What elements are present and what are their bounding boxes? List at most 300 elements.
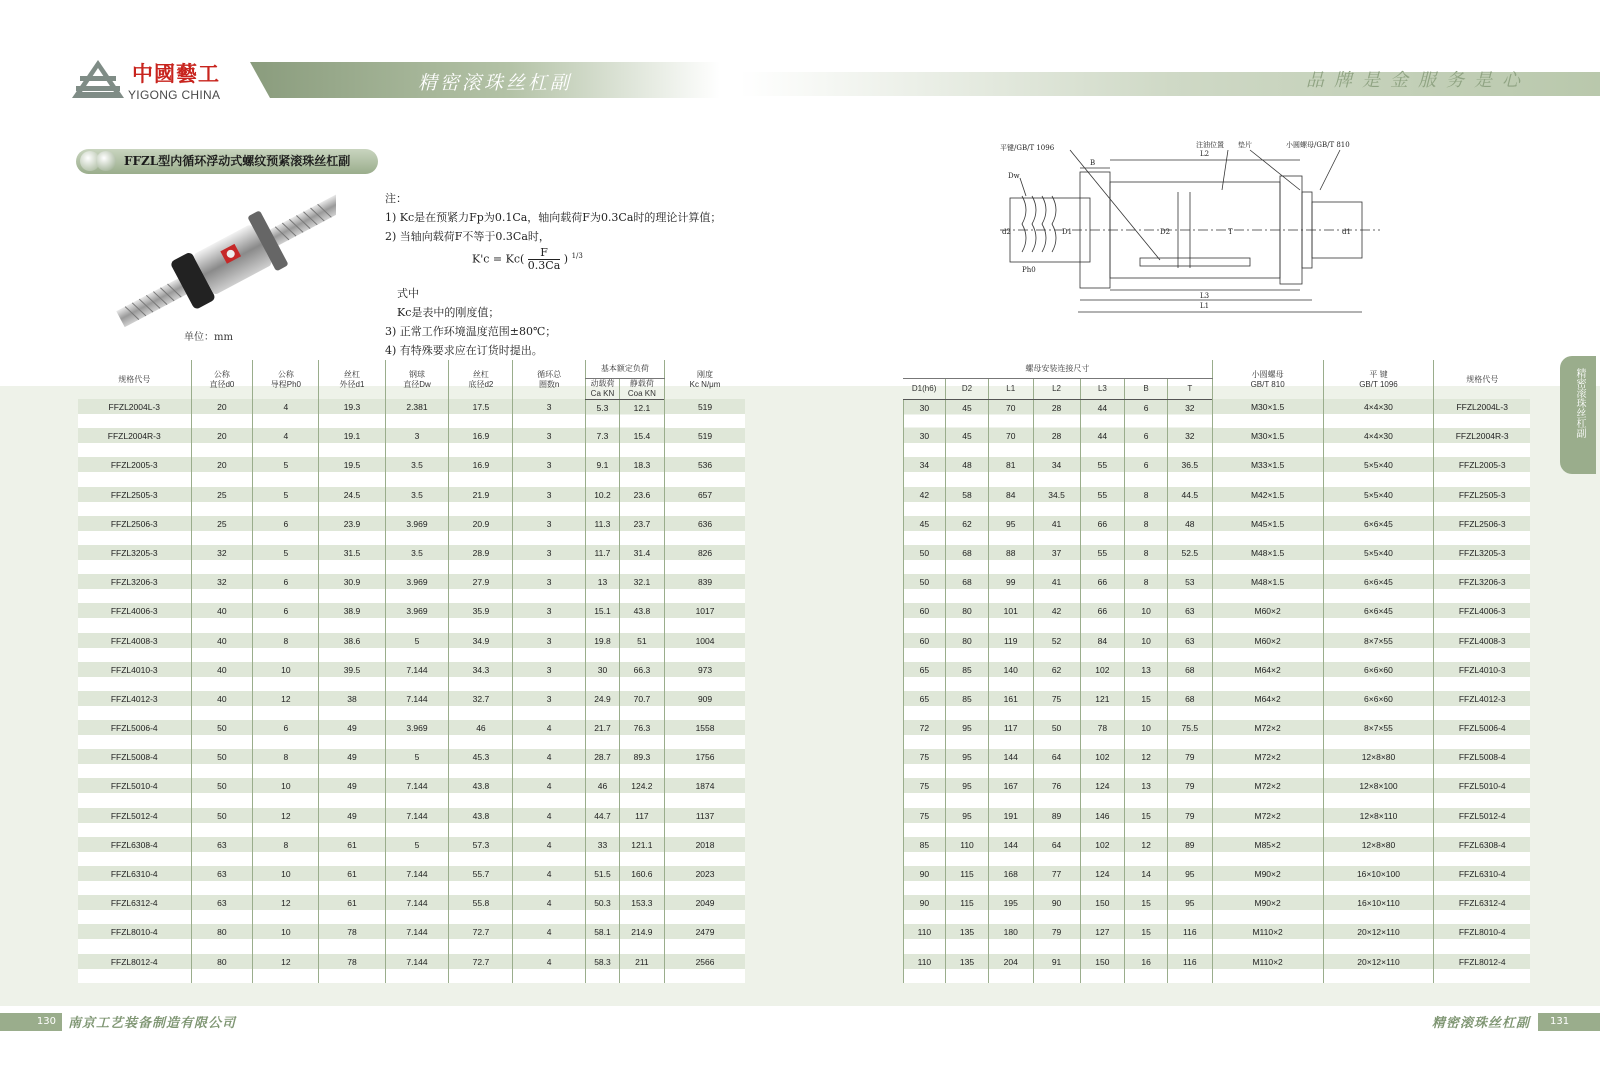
table-cell: 79 bbox=[1167, 778, 1212, 807]
table-cell: M60×2 bbox=[1212, 633, 1323, 662]
label-T: T bbox=[1228, 228, 1233, 236]
table-cell: 20 bbox=[191, 457, 253, 486]
table-cell: 3.969 bbox=[385, 720, 449, 749]
table-cell: FFZL4012-3 bbox=[78, 691, 191, 720]
th-T: T bbox=[1167, 378, 1212, 399]
table-cell: 39.5 bbox=[319, 662, 385, 691]
table-cell: 19.5 bbox=[319, 457, 385, 486]
table-gap bbox=[745, 457, 903, 486]
table-cell: FFZL5010-4 bbox=[1434, 778, 1530, 807]
table-cell: 3 bbox=[513, 691, 585, 720]
table-cell: 62 bbox=[946, 516, 989, 545]
table-cell: 32 bbox=[1167, 428, 1212, 457]
table-cell: 5 bbox=[385, 749, 449, 778]
table-cell: 58.3 bbox=[585, 954, 619, 983]
table-row bbox=[78, 633, 1530, 662]
table-cell: 25 bbox=[191, 516, 253, 545]
table-cell: 20×12×110 bbox=[1323, 954, 1434, 983]
table-cell: 41 bbox=[1033, 516, 1080, 545]
table-row bbox=[78, 545, 1530, 574]
table-cell: 4 bbox=[513, 866, 585, 895]
table-cell: 89 bbox=[1033, 808, 1080, 837]
table-cell: 10 bbox=[1125, 720, 1168, 749]
table-cell: 636 bbox=[664, 516, 745, 545]
table-cell: 85 bbox=[903, 837, 946, 866]
table-cell: 70 bbox=[988, 428, 1033, 457]
table-cell: 8 bbox=[253, 633, 319, 662]
table-cell: 3 bbox=[513, 487, 585, 516]
table-cell: M85×2 bbox=[1212, 837, 1323, 866]
table-cell: 45 bbox=[903, 516, 946, 545]
table-cell: FFZL4006-3 bbox=[78, 603, 191, 632]
table-cell: 41 bbox=[1033, 574, 1080, 603]
table-cell: 6×6×45 bbox=[1323, 516, 1434, 545]
table-cell: 63 bbox=[1167, 633, 1212, 662]
table-cell: 5×5×40 bbox=[1323, 487, 1434, 516]
table-cell: 72.7 bbox=[449, 924, 513, 953]
table-cell: FFZL3206-3 bbox=[1434, 574, 1530, 603]
table-cell: 52.5 bbox=[1167, 545, 1212, 574]
stiffness-formula bbox=[472, 247, 583, 272]
table-cell: 5 bbox=[385, 837, 449, 866]
table-cell: 28.9 bbox=[449, 545, 513, 574]
table-cell: 3 bbox=[385, 428, 449, 457]
table-cell: 70 bbox=[988, 399, 1033, 428]
table-cell: FFZL5012-4 bbox=[1434, 808, 1530, 837]
table-cell: 32.1 bbox=[620, 574, 665, 603]
table-cell: FFZL3206-3 bbox=[78, 574, 191, 603]
label-nut: 小圆螺母/GB/T 810 bbox=[1286, 141, 1350, 149]
table-cell: 519 bbox=[664, 428, 745, 457]
table-cell: 7.144 bbox=[385, 691, 449, 720]
table-cell: FFZL2004R-3 bbox=[78, 428, 191, 457]
table-cell: 50 bbox=[903, 574, 946, 603]
table-gap bbox=[745, 954, 903, 983]
table-cell: 135 bbox=[946, 954, 989, 983]
table-cell: 3 bbox=[513, 603, 585, 632]
logo-icon bbox=[70, 58, 126, 102]
table-cell: 63 bbox=[1167, 603, 1212, 632]
table-cell: 55 bbox=[1080, 457, 1125, 486]
table-cell: 6 bbox=[253, 720, 319, 749]
table-cell: 55 bbox=[1080, 545, 1125, 574]
table-gap bbox=[745, 837, 903, 866]
table-cell: 50 bbox=[191, 749, 253, 778]
th-load-group: 基本额定负荷 bbox=[585, 360, 664, 378]
th-ca: 动载荷 Ca KN bbox=[585, 378, 619, 399]
table-cell: M42×1.5 bbox=[1212, 487, 1323, 516]
table-row bbox=[78, 866, 1530, 895]
table-cell: 37 bbox=[1033, 545, 1080, 574]
table-cell: 3 bbox=[513, 457, 585, 486]
table-cell: 15 bbox=[1125, 691, 1168, 720]
table-cell: 1756 bbox=[664, 749, 745, 778]
ball-screw-photo bbox=[116, 192, 336, 332]
table-cell: 95 bbox=[946, 778, 989, 807]
table-cell: 117 bbox=[988, 720, 1033, 749]
table-row bbox=[78, 749, 1530, 778]
table-gap bbox=[745, 603, 903, 632]
table-cell: 3.969 bbox=[385, 603, 449, 632]
table-cell: 40 bbox=[191, 633, 253, 662]
table-cell: 17.5 bbox=[449, 399, 513, 428]
table-gap bbox=[745, 633, 903, 662]
table-cell: 18.3 bbox=[620, 457, 665, 486]
table-cell: FFZL4008-3 bbox=[1434, 633, 1530, 662]
table-cell: 4 bbox=[253, 428, 319, 457]
table-cell: 15.1 bbox=[585, 603, 619, 632]
table-cell: 55.8 bbox=[449, 895, 513, 924]
table-cell: 44.7 bbox=[585, 808, 619, 837]
table-cell: 95 bbox=[946, 720, 989, 749]
table-cell: 1874 bbox=[664, 778, 745, 807]
th-D2: D2 bbox=[946, 378, 989, 399]
table-cell: 10 bbox=[253, 924, 319, 953]
table-cell: 6 bbox=[1125, 399, 1168, 428]
header-title: 精密滚珠丝杠副 bbox=[418, 72, 573, 94]
table-row bbox=[78, 895, 1530, 924]
table-cell: 8×7×55 bbox=[1323, 633, 1434, 662]
table-cell: 45 bbox=[946, 428, 989, 457]
table-cell: 12 bbox=[253, 808, 319, 837]
table-gap bbox=[745, 924, 903, 953]
table-cell: 44 bbox=[1080, 399, 1125, 428]
table-cell: 63 bbox=[191, 895, 253, 924]
table-cell: 38.6 bbox=[319, 633, 385, 662]
table-cell: 33 bbox=[585, 837, 619, 866]
table-cell: FFZL5006-4 bbox=[78, 720, 191, 749]
table-cell: 2049 bbox=[664, 895, 745, 924]
table-cell: 10 bbox=[1125, 633, 1168, 662]
table-cell: 20 bbox=[191, 399, 253, 428]
table-cell: 101 bbox=[988, 603, 1033, 632]
table-cell: 16×10×100 bbox=[1323, 866, 1434, 895]
table-cell: FFZL2004L-3 bbox=[78, 399, 191, 428]
table-cell: 6×6×60 bbox=[1323, 691, 1434, 720]
table-cell: 4 bbox=[513, 749, 585, 778]
table-gap bbox=[745, 545, 903, 574]
table-cell: 839 bbox=[664, 574, 745, 603]
table-cell: 48 bbox=[1167, 516, 1212, 545]
table-cell: 4 bbox=[513, 720, 585, 749]
table-cell: 6×6×60 bbox=[1323, 662, 1434, 691]
table-gap bbox=[745, 662, 903, 691]
table-cell: 124.2 bbox=[620, 778, 665, 807]
table-cell: 135 bbox=[946, 924, 989, 953]
th-d2: 丝杠 底径d2 bbox=[449, 360, 513, 399]
table-cell: 38 bbox=[319, 691, 385, 720]
table-cell: 5 bbox=[253, 457, 319, 486]
table-cell: 7.144 bbox=[385, 954, 449, 983]
table-cell: 84 bbox=[988, 487, 1033, 516]
table-cell: FFZL4008-3 bbox=[78, 633, 191, 662]
table-cell: 115 bbox=[946, 866, 989, 895]
table-cell: 84 bbox=[1080, 633, 1125, 662]
table-cell: 49 bbox=[319, 808, 385, 837]
th-D1: D1(h6) bbox=[903, 378, 946, 399]
table-cell: M45×1.5 bbox=[1212, 516, 1323, 545]
table-cell: 657 bbox=[664, 487, 745, 516]
table-cell: 42 bbox=[903, 487, 946, 516]
table-cell: FFZL5006-4 bbox=[1434, 720, 1530, 749]
table-cell: 57.3 bbox=[449, 837, 513, 866]
table-cell: 46 bbox=[449, 720, 513, 749]
table-cell: 116 bbox=[1167, 954, 1212, 983]
table-gap bbox=[745, 808, 903, 837]
th-kc: 刚度 Kc N/μm bbox=[664, 360, 745, 399]
table-cell: 28 bbox=[1033, 428, 1080, 457]
table-cell: 66 bbox=[1080, 603, 1125, 632]
th-B: B bbox=[1125, 378, 1168, 399]
table-cell: 28 bbox=[1033, 399, 1080, 428]
table-cell: 43.8 bbox=[449, 778, 513, 807]
table-cell: 25 bbox=[191, 487, 253, 516]
table-cell: 20×12×110 bbox=[1323, 924, 1434, 953]
spec-table-body bbox=[78, 399, 1530, 983]
table-cell: 6×6×45 bbox=[1323, 574, 1434, 603]
table-cell: M60×2 bbox=[1212, 603, 1323, 632]
th-L1: L1 bbox=[988, 378, 1033, 399]
table-gap bbox=[745, 866, 903, 895]
table-cell: 55 bbox=[1080, 487, 1125, 516]
table-cell: 16×10×110 bbox=[1323, 895, 1434, 924]
label-d1: d1 bbox=[1342, 228, 1351, 236]
table-cell: 4×4×30 bbox=[1323, 428, 1434, 457]
table-cell: 34.9 bbox=[449, 633, 513, 662]
table-cell: FFZL2004L-3 bbox=[1434, 399, 1530, 428]
table-cell: M72×2 bbox=[1212, 749, 1323, 778]
table-gap bbox=[745, 691, 903, 720]
table-row bbox=[78, 574, 1530, 603]
table-cell: FFZL2004R-3 bbox=[1434, 428, 1530, 457]
table-cell: 7.3 bbox=[585, 428, 619, 457]
table-row bbox=[78, 457, 1530, 486]
table-cell: 12 bbox=[253, 895, 319, 924]
table-cell: 78 bbox=[1080, 720, 1125, 749]
table-cell: 13 bbox=[1125, 662, 1168, 691]
table-cell: 30.9 bbox=[319, 574, 385, 603]
table-cell: 195 bbox=[988, 895, 1033, 924]
table-cell: M64×2 bbox=[1212, 662, 1323, 691]
formula-right: ) bbox=[563, 252, 569, 266]
table-cell: 102 bbox=[1080, 837, 1125, 866]
table-cell: FFZL8012-4 bbox=[78, 954, 191, 983]
table-cell: FFZL6308-4 bbox=[1434, 837, 1530, 866]
table-cell: 40 bbox=[191, 662, 253, 691]
table-gap bbox=[745, 720, 903, 749]
table-cell: 5 bbox=[253, 487, 319, 516]
table-cell: 4 bbox=[513, 778, 585, 807]
table-cell: 65 bbox=[903, 662, 946, 691]
footer-company: 南京工艺装备制造有限公司 bbox=[68, 1016, 237, 1031]
table-cell: FFZL2005-3 bbox=[1434, 457, 1530, 486]
table-cell: 23.6 bbox=[620, 487, 665, 516]
table-cell: 20.9 bbox=[449, 516, 513, 545]
formula-denominator: 0.3Ca bbox=[527, 259, 561, 272]
table-cell: 76 bbox=[1033, 778, 1080, 807]
table-cell: 3 bbox=[513, 662, 585, 691]
table-cell: 12 bbox=[1125, 749, 1168, 778]
table-cell: 12×8×80 bbox=[1323, 749, 1434, 778]
table-cell: 909 bbox=[664, 691, 745, 720]
table-cell: 27.9 bbox=[449, 574, 513, 603]
table-cell: 6 bbox=[1125, 457, 1168, 486]
table-cell: 168 bbox=[988, 866, 1033, 895]
table-cell: 85 bbox=[946, 662, 989, 691]
table-cell: M110×2 bbox=[1212, 954, 1323, 983]
table-cell: 50 bbox=[903, 545, 946, 574]
th-dw: 钢球 直径Dw bbox=[385, 360, 449, 399]
table-cell: 23.7 bbox=[620, 516, 665, 545]
table-row bbox=[78, 924, 1530, 953]
table-cell: 36.5 bbox=[1167, 457, 1212, 486]
label-L3: L3 bbox=[1200, 292, 1210, 300]
table-cell: 2479 bbox=[664, 924, 745, 953]
table-cell: 31.4 bbox=[620, 545, 665, 574]
table-cell: 180 bbox=[988, 924, 1033, 953]
th-ph: 公称 导程Ph0 bbox=[253, 360, 319, 399]
table-cell: 53 bbox=[1167, 574, 1212, 603]
table-cell: 1004 bbox=[664, 633, 745, 662]
table-cell: 536 bbox=[664, 457, 745, 486]
table-cell: 88 bbox=[988, 545, 1033, 574]
table-cell: 8 bbox=[253, 837, 319, 866]
table-cell: 119 bbox=[988, 633, 1033, 662]
table-cell: 75 bbox=[903, 749, 946, 778]
label-Dw: Dw bbox=[1008, 172, 1020, 180]
table-cell: 75 bbox=[903, 778, 946, 807]
table-cell: 102 bbox=[1080, 749, 1125, 778]
table-cell: 2566 bbox=[664, 954, 745, 983]
table-cell: 8 bbox=[1125, 545, 1168, 574]
table-cell: 16.9 bbox=[449, 428, 513, 457]
table-cell: 8×7×55 bbox=[1323, 720, 1434, 749]
table-cell: 14 bbox=[1125, 866, 1168, 895]
table-cell: FFZL4012-3 bbox=[1434, 691, 1530, 720]
table-cell: M33×1.5 bbox=[1212, 457, 1323, 486]
table-cell: 99 bbox=[988, 574, 1033, 603]
note-where: 式中 bbox=[397, 287, 419, 300]
th-code2: 规格代号 bbox=[1434, 360, 1530, 399]
table-cell: FFZL5008-4 bbox=[1434, 749, 1530, 778]
table-cell: FFZL8010-4 bbox=[78, 924, 191, 953]
table-row bbox=[78, 487, 1530, 516]
table-cell: 49 bbox=[319, 749, 385, 778]
table-cell: 24.5 bbox=[319, 487, 385, 516]
table-cell: 3.969 bbox=[385, 516, 449, 545]
table-cell: 95 bbox=[946, 808, 989, 837]
table-cell: 85 bbox=[946, 691, 989, 720]
table-cell: 10 bbox=[253, 778, 319, 807]
logo-chinese: 中國藝工 bbox=[132, 61, 220, 86]
table-cell: 9.1 bbox=[585, 457, 619, 486]
table-cell: 45.3 bbox=[449, 749, 513, 778]
table-cell: 4×4×30 bbox=[1323, 399, 1434, 428]
table-cell: 61 bbox=[319, 866, 385, 895]
table-cell: 11.3 bbox=[585, 516, 619, 545]
table-cell: 7.144 bbox=[385, 895, 449, 924]
table-cell: 110 bbox=[946, 837, 989, 866]
table-cell: 75 bbox=[903, 808, 946, 837]
th-n: 循环总 圈数n bbox=[513, 360, 585, 399]
table-cell: 72.7 bbox=[449, 954, 513, 983]
table-cell: 1017 bbox=[664, 603, 745, 632]
table-cell: 50 bbox=[191, 720, 253, 749]
table-cell: 75 bbox=[1033, 691, 1080, 720]
th-nut: 小圆螺母 GB/T 810 bbox=[1212, 360, 1323, 399]
table-cell: FFZL6310-4 bbox=[78, 866, 191, 895]
table-cell: 6×6×45 bbox=[1323, 603, 1434, 632]
table-cell: 6 bbox=[253, 603, 319, 632]
table-cell: 5 bbox=[253, 545, 319, 574]
table-cell: 7.144 bbox=[385, 924, 449, 953]
th-key: 平 键 GB/T 1096 bbox=[1323, 360, 1434, 399]
spec-table bbox=[78, 360, 1530, 983]
table-cell: 121 bbox=[1080, 691, 1125, 720]
table-cell: 79 bbox=[1167, 808, 1212, 837]
table-cell: 64 bbox=[1033, 837, 1080, 866]
table-cell: FFZL5010-4 bbox=[78, 778, 191, 807]
logo-english: YIGONG CHINA bbox=[128, 88, 221, 102]
table-cell: 66 bbox=[1080, 516, 1125, 545]
table-cell: 13 bbox=[585, 574, 619, 603]
table-cell: M110×2 bbox=[1212, 924, 1323, 953]
table-cell: 60 bbox=[903, 603, 946, 632]
table-cell: 204 bbox=[988, 954, 1033, 983]
table-cell: 5 bbox=[385, 633, 449, 662]
table-cell: 30 bbox=[585, 662, 619, 691]
table-cell: 140 bbox=[988, 662, 1033, 691]
table-cell: 68 bbox=[1167, 691, 1212, 720]
table-cell: 95 bbox=[1167, 866, 1212, 895]
th-L3: L3 bbox=[1080, 378, 1125, 399]
label-Ph0: Ph0 bbox=[1022, 266, 1036, 274]
table-cell: 144 bbox=[988, 749, 1033, 778]
table-cell: M72×2 bbox=[1212, 720, 1323, 749]
table-cell: 31.5 bbox=[319, 545, 385, 574]
table-cell: 90 bbox=[1033, 895, 1080, 924]
table-cell: 13 bbox=[1125, 778, 1168, 807]
table-cell: 12×8×80 bbox=[1323, 837, 1434, 866]
table-cell: 102 bbox=[1080, 662, 1125, 691]
table-gap bbox=[745, 399, 903, 428]
table-cell: 121.1 bbox=[620, 837, 665, 866]
table-cell: 15 bbox=[1125, 924, 1168, 953]
table-cell: 21.9 bbox=[449, 487, 513, 516]
table-cell: 95 bbox=[946, 749, 989, 778]
table-cell: 3.5 bbox=[385, 487, 449, 516]
table-cell: 10.2 bbox=[585, 487, 619, 516]
label-B: B bbox=[1090, 159, 1096, 167]
table-cell: 4 bbox=[513, 837, 585, 866]
th-d1: 丝杠 外径d1 bbox=[319, 360, 385, 399]
table-cell: 8 bbox=[1125, 574, 1168, 603]
table-cell: M90×2 bbox=[1212, 895, 1323, 924]
table-cell: FFZL8012-4 bbox=[1434, 954, 1530, 983]
table-cell: 76.3 bbox=[620, 720, 665, 749]
unit-label: 单位：mm bbox=[184, 332, 233, 343]
table-gap bbox=[745, 749, 903, 778]
table-cell: 2018 bbox=[664, 837, 745, 866]
label-D1: D1 bbox=[1062, 228, 1073, 236]
table-cell: 211 bbox=[620, 954, 665, 983]
table-cell: 127 bbox=[1080, 924, 1125, 953]
table-cell: 2.381 bbox=[385, 399, 449, 428]
table-cell: 16.9 bbox=[449, 457, 513, 486]
table-cell: 40 bbox=[191, 691, 253, 720]
table-cell: 58.1 bbox=[585, 924, 619, 953]
table-cell: 15.4 bbox=[620, 428, 665, 457]
